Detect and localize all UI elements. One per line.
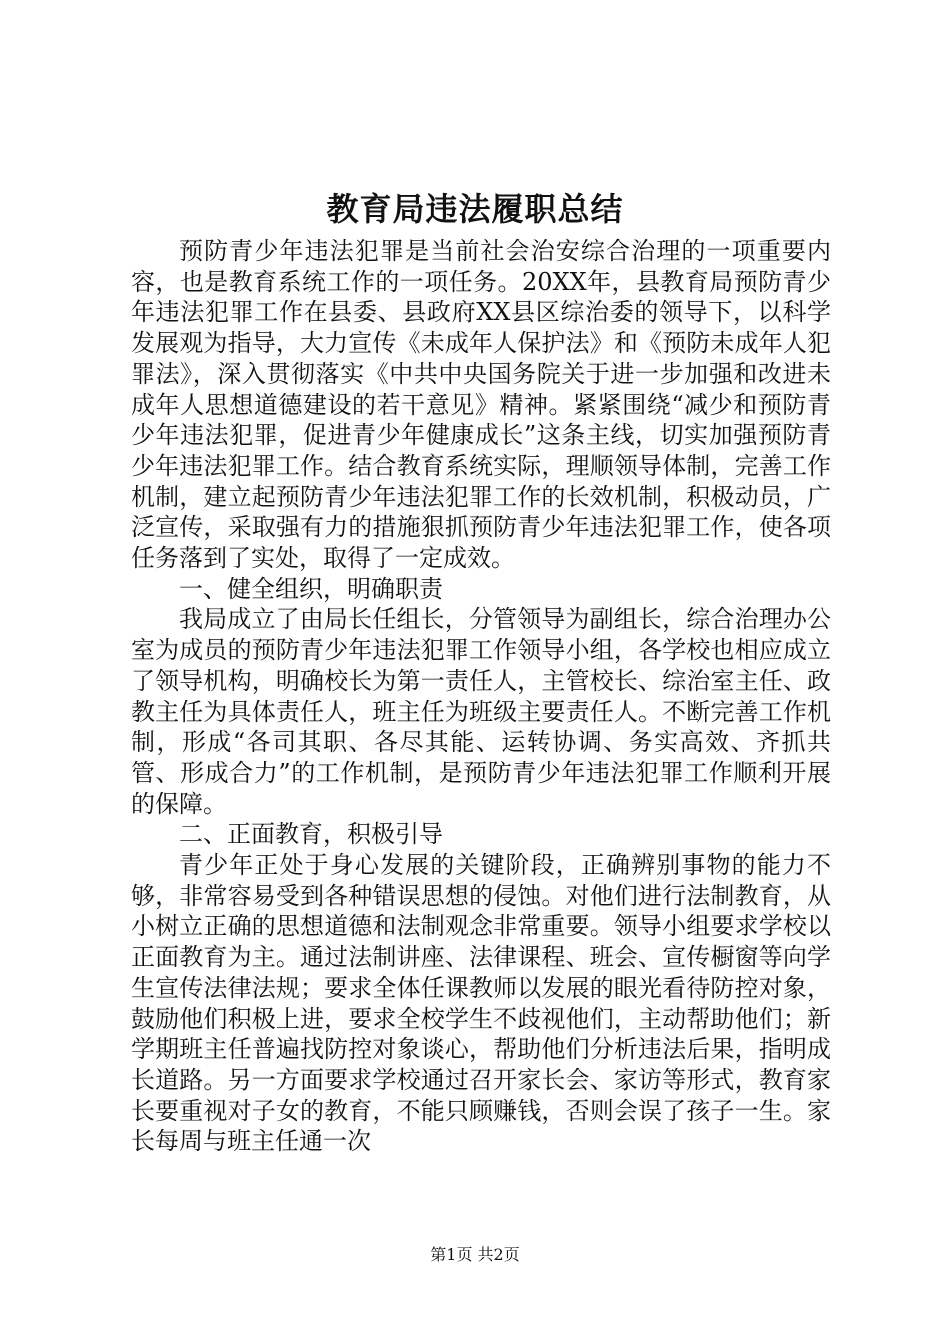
page-footer: 第1页 共2页 (430, 1245, 520, 1264)
paragraph-section-2: 青少年正处于身心发展的关键阶段，正确辨别事物的能力不够，非常容易受到各种错误思想的侵蚀。对他们进行法制教育，从小树立正确的思想道德和法制观念非常重要。领导小组要求学校以正面教育为主。通过法制讲座、法律课程、班会、宣传橱窗等向学生宣传法律法规；要求全体任课教师以发展的眼光看待防控对象，鼓励他们积极上进，要求全校学生不歧视他们，主动帮助他们；新学期班主任普遍找防控对象谈心，帮助他们分析违法后果，指明成长道路。另一方面要求学校通过召开家长会、家访等形式，教育家长要重视对子女的教育，不能只顾赚钱，否则会误了孩子一生。家长每周与班主任通一次 (131, 851, 831, 1156)
paragraph-section-1: 我局成立了由局长任组长，分管领导为副组长，综合治理办公室为成员的预防青少年违法犯罪工作领导小组，各学校也相应成立了领导机构，明确校长为第一责任人，主管校长、综治室主任、政教主任为具体责任人，班主任为班级主要责任人。不断完善工作机制，形成“各司其职、各尽其能、运转协调、务实高效、齐抓共管、形成合力”的工作机制，是预防青少年违法犯罪工作顺利开展的保障。 (131, 605, 831, 818)
section-heading-2: 二、正面教育，积极引导 (179, 820, 443, 849)
paragraph-intro: 预防青少年违法犯罪是当前社会治安综合治理的一项重要内容，也是教育系统工作的一项任务。20XX年，县教育局预防青少年违法犯罪工作在县委、县政府XX县区综治委的领导下，以科学发展观为指导，大力宣传《未成年人保护法》和《预防未成年人犯罪法》，深入贯彻落实《中共中央国务院关于进一步加强和改进未成年人思想道德建设的若干意见》精神。紧紧围绕“减少和预防青少年违法犯罪，促进青少年健康成长”这条主线，切实加强预防青少年违法犯罪工作。结合教育系统实际，理顺领导体制，完善工作机制，建立起预防青少年违法犯罪工作的长效机制，积极动员，广泛宣传，采取强有力的措施狠抓预防青少年违法犯罪工作，使各项任务落到了实处，取得了一定成效。 (131, 237, 831, 573)
document-title: 教育局违法履职总结 (326, 190, 624, 228)
section-heading-1: 一、健全组织，明确职责 (179, 574, 443, 603)
document-body (131, 236, 831, 1157)
